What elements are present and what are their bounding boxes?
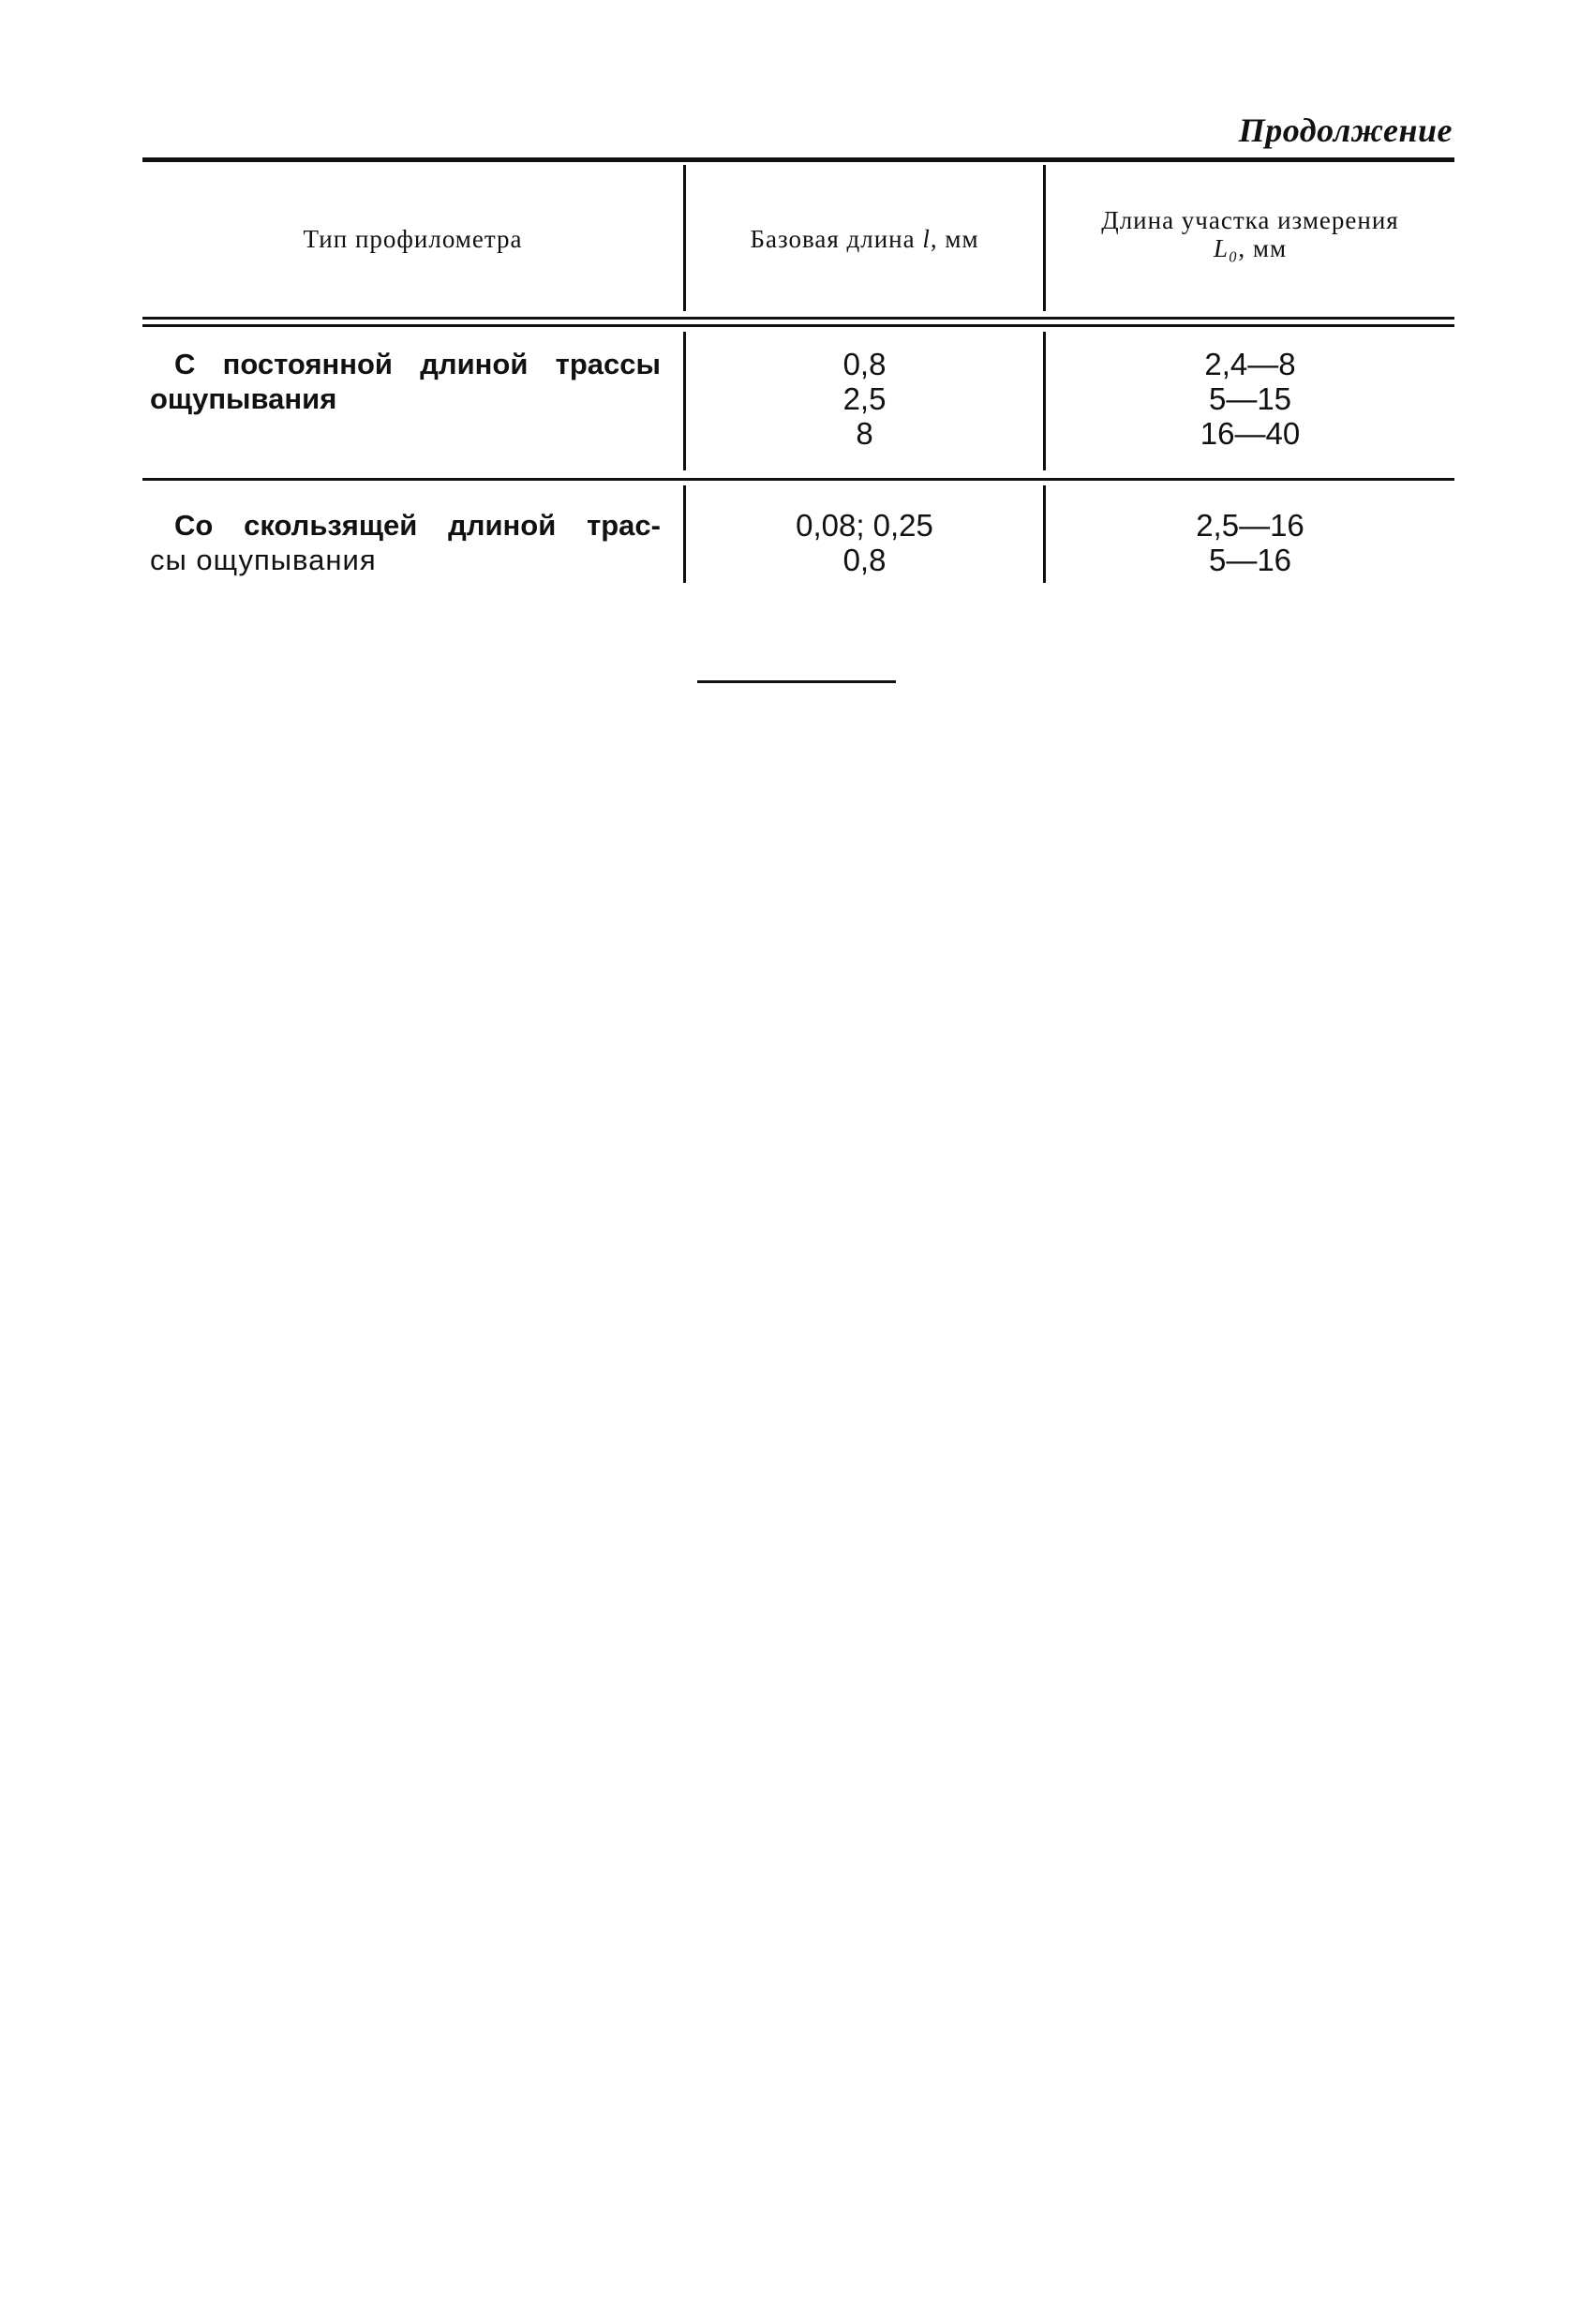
row-measure-lengths	[1046, 347, 1454, 451]
row-type-line: ощупывания	[150, 382, 337, 415]
row-type-line: сы ощупывания	[150, 544, 377, 576]
table-top-rule	[142, 157, 1454, 162]
header-base-length-symbol: l	[922, 225, 931, 253]
row-divider-rule	[142, 478, 1454, 481]
measure-length-value: 5—16	[1208, 543, 1292, 577]
base-length-value: 2,5	[842, 381, 887, 416]
row-type-line: Со скользящей длиной трас-	[174, 509, 661, 542]
header-measure-length-label: Длина участка измерения	[1101, 206, 1399, 234]
header-profilometer-type: Тип профилометра	[303, 225, 523, 253]
profilometer-table	[142, 154, 1454, 585]
header-measure-length-unit: , мм	[1238, 234, 1288, 262]
base-length-value: 0,8	[842, 347, 887, 381]
table-row	[150, 508, 661, 577]
base-length-value: 0,08; 0,25	[796, 508, 933, 543]
header-measure-length	[1046, 206, 1454, 262]
header-measure-length-symbol: L₀	[1213, 234, 1239, 262]
header-base-length-label: Базовая длина	[750, 225, 923, 253]
header-base-length	[686, 225, 1043, 253]
header-bottom-rule-double	[142, 324, 1454, 327]
header-bottom-rule	[142, 317, 1454, 320]
measure-length-value: 2,4—8	[1204, 347, 1296, 381]
continuation-label: Продолжение	[1238, 112, 1453, 149]
table-row	[150, 347, 661, 416]
row-measure-lengths	[1046, 508, 1454, 577]
row-base-lengths	[686, 508, 1043, 577]
base-length-value: 8	[856, 416, 873, 451]
row-type-line: С постоянной длиной трассы	[174, 348, 661, 380]
measure-length-value: 16—40	[1200, 416, 1301, 451]
header-base-length-unit: , мм	[930, 225, 979, 253]
row-base-lengths	[686, 347, 1043, 451]
end-of-section-rule	[697, 680, 896, 683]
measure-length-value: 2,5—16	[1196, 508, 1304, 543]
measure-length-value: 5—15	[1208, 381, 1292, 416]
base-length-value: 0,8	[842, 543, 887, 577]
